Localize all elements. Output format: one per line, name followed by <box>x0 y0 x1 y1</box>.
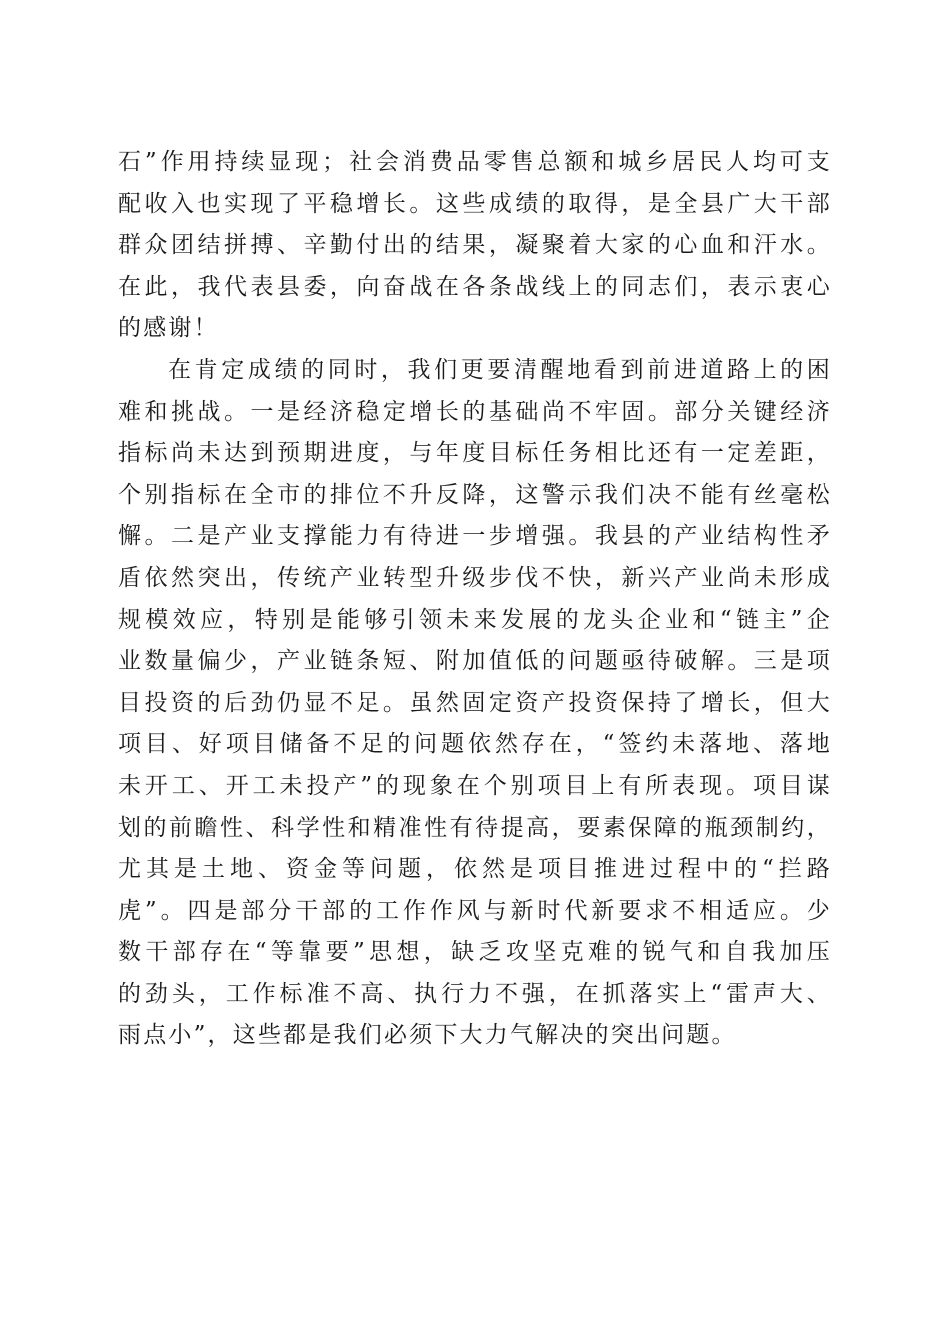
paragraph-line: 石”作用持续显现；社会消费品零售总额和城乡居民人均可支 <box>118 149 832 175</box>
document-body <box>118 142 832 1057</box>
paragraph-line: 项目、好项目储备不足的问题依然存在，“签约未落地、落地 <box>118 731 832 758</box>
paragraph-line: 个别指标在全市的排位不升反降，这警示我们决不能有丝毫松 <box>118 481 832 508</box>
paragraph-line: 虎”。四是部分干部的工作作风与新时代新要求不相适应。少 <box>118 897 832 924</box>
paragraph-line: 目投资的后劲仍显不足。虽然固定资产投资保持了增长，但大 <box>118 689 832 716</box>
paragraph-line: 的感谢！ <box>118 315 219 342</box>
paragraph-line: 尤其是土地、资金等问题，依然是项目推进过程中的“拦路 <box>118 856 832 883</box>
paragraph-line: 划的前瞻性、科学性和精准性有待提高，要素保障的瓶颈制约， <box>118 814 832 841</box>
paragraph-line: 业数量偏少，产业链条短、附加值低的问题亟待破解。三是项 <box>118 648 832 675</box>
paragraph-line: 难和挑战。一是经济稳定增长的基础尚不牢固。部分关键经济 <box>118 398 832 425</box>
paragraph-line: 盾依然突出，传统产业转型升级步伐不快，新兴产业尚未形成 <box>118 564 832 591</box>
paragraph-line: 未开工、开工未投产”的现象在个别项目上有所表现。项目谋 <box>118 772 832 799</box>
paragraph-line: 的劲头，工作标准不高、执行力不强，在抓落实上“雷声大、 <box>118 980 832 1007</box>
paragraph-line: 懈。二是产业支撑能力有待进一步增强。我县的产业结构性矛 <box>118 523 832 550</box>
paragraph-line: 数干部存在“等靠要”思想，缺乏攻坚克难的锐气和自我加压 <box>118 939 832 966</box>
paragraph-line: 在肯定成绩的同时，我们更要清醒地看到前进道路上的困 <box>168 356 832 383</box>
paragraph-line: 群众团结拼搏、辛勤付出的结果，凝聚着大家的心血和汗水。 <box>118 232 832 259</box>
paragraph-line: 雨点小”，这些都是我们必须下大力气解决的突出问题。 <box>118 1022 737 1049</box>
paragraph-line: 在此，我代表县委，向奋战在各条战线上的同志们，表示衷心 <box>118 273 832 300</box>
paragraph-line: 指标尚未达到预期进度，与年度目标任务相比还有一定差距， <box>118 440 832 467</box>
paragraph-line: 规模效应，特别是能够引领未来发展的龙头企业和“链主”企 <box>118 606 832 633</box>
paragraph-line: 配收入也实现了平稳增长。这些成绩的取得，是全县广大干部 <box>118 190 832 217</box>
